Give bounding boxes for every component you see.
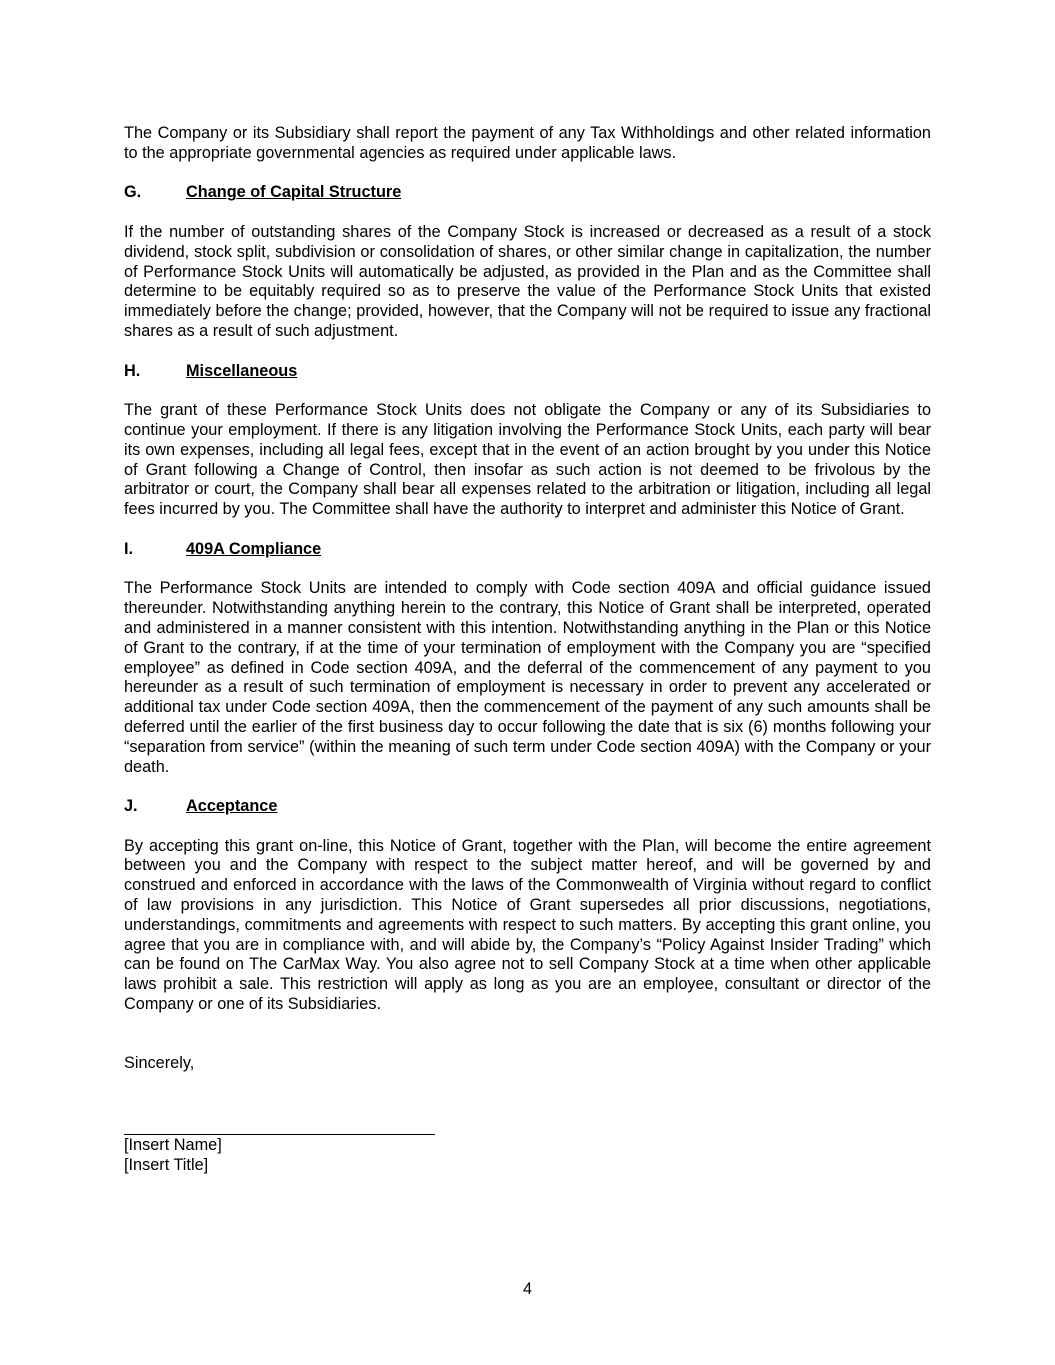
intro-paragraph: The Company or its Subsidiary shall report the payment of any Tax Withholdings and other related information to the appropriate governmental agencies as required under applicable laws. <box>124 124 931 162</box>
section-title: 409A Compliance <box>186 539 322 558</box>
section-heading-h <box>124 362 931 382</box>
section-heading-j <box>124 797 931 817</box>
section-title: Change of Capital Structure <box>186 183 402 202</box>
closing-salutation: Sincerely, <box>124 1054 195 1073</box>
section-letter: J. <box>124 797 138 816</box>
section-heading-g <box>124 183 931 203</box>
section-letter: I. <box>124 539 134 558</box>
section-letter: G. <box>124 183 142 202</box>
signer-name: [Insert Name] <box>124 1136 222 1155</box>
document-page <box>124 124 931 1176</box>
signer-title: [Insert Title] <box>124 1156 209 1175</box>
section-letter: H. <box>124 361 141 380</box>
section-body-h: The grant of these Performance Stock Units does not obligate the Company or any of its Subsidiaries to continue your employment. If there is any litigation involving the Performance Stock Units, each party will bear its own expenses, including all legal fees, except that in the event of an action brought by you under this Notice of Grant following a Change of Control, then insofar as such action is not deemed to be frivolous by the arbitrator or court, the Company shall bear all expenses related to the arbitration or litigation, including all legal fees incurred by you. The Committee shall have the authority to interpret and administer this Notice of Grant. <box>124 401 931 519</box>
page-number: 4 <box>522 1280 533 1298</box>
section-body-i: The Performance Stock Units are intended to comply with Code section 409A and official guidance issued thereunder. Notwithstanding anything herein to the contrary, this Notice of Grant shall be interpreted, operated and administered in a manner consistent with this intention. Notwithstanding anything in the Plan or this Notice of Grant to the contrary, if at the time of your termination of employment with the Company you are “specified employee” as defined in Code section 409A, and the deferral of the commencement of any payment to you hereunder as a result of such termination of employment is necessary in order to prevent any accelerated or additional tax under Code section 409A, then the commencement of the payment of any such amounts shall be deferred until the earlier of the first business day to occur following the date that is six (6) months following your “separation from service” (within the meaning of such term under Code section 409A) with the Company or your death. <box>124 579 931 776</box>
section-title: Acceptance <box>186 797 278 816</box>
section-title: Miscellaneous <box>186 361 298 380</box>
section-body-g: If the number of outstanding shares of the Company Stock is increased or decreased as a result of a stock dividend, stock split, subdivision or consolidation of shares, or other similar change in capitalization, the number of Performance Stock Units will automatically be adjusted, as provided in the Plan and as the Committee shall determine to be equitably required so as to preserve the value of the Performance Stock Units that existed immediately before the change; provided, however, that the Company will not be required to issue any fractional shares as a result of such adjustment. <box>124 222 931 340</box>
signature-line <box>124 1134 435 1135</box>
section-body-j: By accepting this grant on-line, this Notice of Grant, together with the Plan, will become the entire agreement between you and the Company with respect to the subject matter hereof, and will be governed by and construed and enforced in accordance with the laws of the Commonwealth of Virginia without regard to conflict of law provisions in any jurisdiction. This Notice of Grant supersedes all prior discussions, negotiations, understandings, commitments and agreements with respect to such matters. By accepting this grant online, you agree that you are in compliance with, and will abide by, the Company’s “Policy Against Insider Trading” which can be found on The CarMax Way. You also agree not to sell Company Stock at a time when other applicable laws prohibit a sale. This restriction will apply as long as you are an employee, consultant or director of the Company or one of its Subsidiaries. <box>124 836 931 1014</box>
section-heading-i <box>124 540 931 560</box>
